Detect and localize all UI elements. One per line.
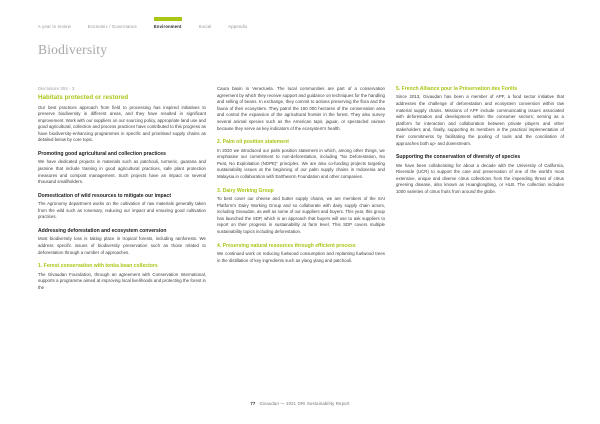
nav-item-economic-governance[interactable] <box>88 24 137 31</box>
page-footer <box>0 401 600 406</box>
column1-paragraph-3: Most biodiversity loss is taking place in tropical forests, including rainforests. We address specific issues of biodiversity preservation such as those related to deforestation through a number of approaches. <box>38 236 206 255</box>
content-column-1 <box>38 86 206 291</box>
nav-item-label: Social <box>198 24 212 29</box>
content-column-3 <box>396 86 564 291</box>
column3-paragraph-2: We have been collaborating for about a decade with the University of California, Riverside (UCR) to support the care and preservation of one of the world's most extensive, unique and diverse citrus collections from the impending threat of citrus greening disease, also known as Huanglongbing, or HLB. The collection includes 1000 varieties of citrus fruits from around the globe. <box>396 162 564 194</box>
column1-paragraph-4: The Givaudan Foundation, through an agreement with Conservation International, supports a programme aimed at improving local livelihoods and protecting the forest in the <box>38 271 206 290</box>
column2-subheading-1: 2. Palm oil position statement <box>217 139 289 146</box>
top-navigation <box>38 24 247 31</box>
column1-paragraph-2: The Agronomy department works on the cultivation of raw materials generally taken from the wild such as rosemary, reducing our impact and ensuring good cultivation practices. <box>38 201 206 220</box>
nav-item-label: A year in review <box>38 24 71 29</box>
content-column-2 <box>217 86 385 291</box>
nav-item-label: Appendix <box>228 24 248 29</box>
column2-subheading-3: 4. Preserving natural resources through efficient process <box>217 242 356 249</box>
column2-continuation-paragraph: Caura basin in Venezuela. The local communities are part of a conservation agreement by which they receive support and guidance on techniques for the handling and selling of beans. In exchange, they commit to actions preserving the flora and the fauna of their ecosystem. They patrol the 150 000 hectares of the conservation area and control the expansion of the agricultural frontier in the forest. They also survey several animal species such as the American tapir, jaguar, or spectacled caiman because they serve as key indicators of the ecosystem's health. <box>217 86 385 131</box>
column1-subheading-1: Promoting good agricultural and collection practices <box>38 151 166 158</box>
column1-subheading-4: 1. Forest conservation with tonka bean collectors <box>38 263 158 270</box>
footer-page-number: 77 <box>250 401 256 406</box>
disclosure-kicker: Disclosure 304 - 3 <box>38 86 75 91</box>
column2-paragraph-1: In 2020 we introduced our palm position statement in which, among other things, we emphasise our commitment to non-deforestation, including "No Deforestation, No Peat, No Exploitation (NDPE)" principles. We are also co-funding projects targeting sustainability issues at the beginning of our palm supply chains in Indonesia and Malaysia in collaboration with Earthworm Foundation and other companies. <box>217 147 385 179</box>
column2-subheading-2: 3. Dairy Working Group <box>217 187 274 194</box>
column1-subheading-3: Addressing deforestation and ecosystem conversion <box>38 228 167 235</box>
column3-subheading-2: Supporting the conservation of diversity of species <box>396 154 521 161</box>
column2-paragraph-2: To best cover our cheese and butter supply chains, we are members of the SAI Platform's Dairy Working Group and so collaborate with dairy supply chain actors, including Givaudan, as well as some of our suppliers and buyers. This year, this group has launched the SDP, which is an approach that buyers will use to ask suppliers to report on their progress in sustainability at farm level. This SDP covers multiple sustainability topics including deforestation. <box>217 195 385 234</box>
content-columns <box>38 86 566 291</box>
nav-item-social[interactable] <box>199 24 212 31</box>
active-nav-marker <box>154 17 182 21</box>
column2-paragraph-3: We continued work on reducing fuelwood consumption and replanting fuelwood trees in the distillation of key ingredients such as ylang ylang and patchouli. <box>217 250 385 263</box>
column1-heading: Habitats protected or restored <box>38 94 129 101</box>
column3-subheading-1: 5. French Alliance pour la Préservation des Forêts <box>396 86 518 92</box>
column1-paragraph-1: We have dedicated projects in materials such as patchouli, turmeric, guarana and jasmine that include training in good agricultural practices, safe plant protection measures and compost management. Such projects have an impact on several thousand smallholders. <box>38 159 206 185</box>
nav-item-appendix[interactable] <box>228 24 247 31</box>
column1-intro-paragraph: Our best practices approach from field to processing has inspired initiatives to preserve biodiversity in different areas, and they have resulted in significant improvement. Work with our suppliers on our sourcing policy, appropriate land use and good agricultural, collection and process practices have contributed to this progress as have biodiversity-enhancing programmes in specific and prioritised supply chains as detailed below by core topic. <box>38 104 206 143</box>
nav-item-label: Environment <box>153 24 182 29</box>
column1-subheading-2: Domestication of wild resources to mitigate our impact <box>38 192 172 199</box>
nav-item-environment[interactable] <box>154 24 182 31</box>
footer-text: Givaudan — 2021 GRI Sustainability Report <box>259 401 350 406</box>
column3-paragraph-1: Since 2013, Givaudan has been a member of APF, a food sector initiative that addresses the challenge of deforestation and ecosystem conversion within raw material supply chains. Missions of APF include communicating issues associated with deforestation and development within the consumer sectors; serving as a platform for interaction and collaboration between private players and other stakeholders and, finally, supporting its members in the practical implementation of their commitments by facilitating the pooling of tools and the conciliation of approaches both up- and downstream. <box>396 94 564 146</box>
page-title: Biodiversity <box>38 42 108 57</box>
nav-item-a-year-in-review[interactable] <box>38 24 71 31</box>
nav-item-label: Economic / Governance <box>87 24 137 29</box>
